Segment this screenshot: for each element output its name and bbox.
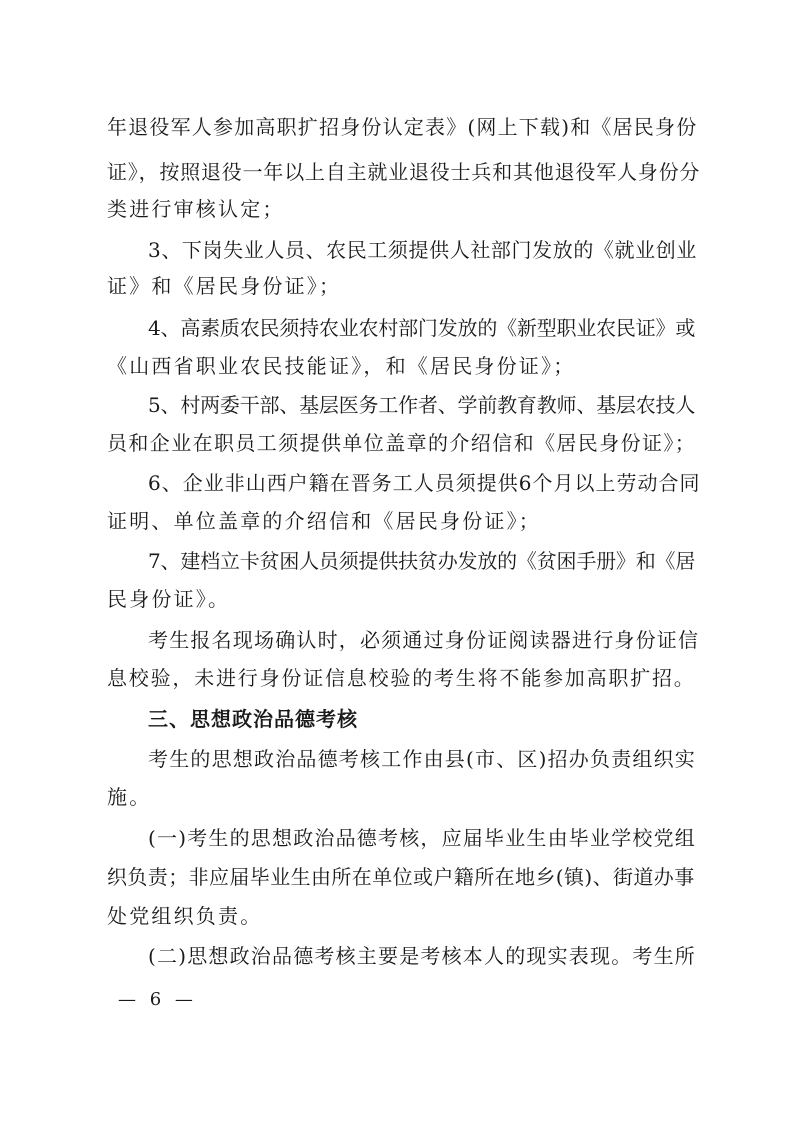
list-item-3-line: 3、下岗失业人员、农民工须提供人社部门发放的《就业创业 (148, 238, 697, 262)
body-text-line: 息校验，未进行身份证信息校验的考生将不能参加高职扩招。 (107, 666, 696, 690)
list-item-6-line: 6、企业非山西户籍在晋务工人员须提供6个月以上劳动合同 (148, 471, 701, 495)
section-heading: 三、思想政治品德考核 (148, 707, 358, 731)
page-number: — 6 — (118, 989, 197, 1010)
subsection-1-line: (一)考生的思想政治品德考核，应届毕业生由毕业学校党组 (148, 826, 697, 850)
subsection-2-line: (二)思想政治品德考核主要是考核本人的现实表现。考生所 (148, 944, 697, 968)
subsection-1-line: 织负责；非应届毕业生由所在单位或户籍所在地乡(镇)、街道办事 (107, 865, 695, 889)
body-text-line: 证》，按照退役一年以上自主就业退役士兵和其他退役军人身份分 (107, 160, 701, 184)
list-item-3-line: 证》和《居民身份证》； (107, 274, 342, 298)
body-text-line: 年退役军人参加高职扩招身份认定表》(网上下载)和《居民身份 (107, 115, 698, 139)
body-text-line: 类进行审核认定； (107, 197, 285, 221)
list-item-7-line: 7、建档立卡贫困人员须提供扶贫办发放的《贫困手册》和《居 (148, 549, 696, 573)
subsection-1-line: 处党组织负责。 (107, 904, 263, 928)
list-item-5-line: 员和企业在职员工须提供单位盖章的介绍信和《居民身份证》； (107, 431, 697, 455)
body-text-line: 考生的思想政治品德考核工作由县(市、区)招办负责组织实 (148, 747, 697, 771)
list-item-5-line: 5、村两委干部、基层医务工作者、学前教育教师、基层农技人 (148, 393, 696, 417)
body-text-line: 考生报名现场确认时，必须通过身份证阅读器进行身份证信 (148, 628, 700, 652)
list-item-7-line: 民身份证》。 (107, 587, 231, 611)
list-item-6-line: 证明、单位盖章的介绍信和《居民身份证》； (107, 509, 541, 533)
body-text-line: 施。 (107, 785, 152, 809)
list-item-4-line: 4、高素质农民须持农业农村部门发放的《新型职业农民证》或 (148, 316, 696, 340)
list-item-4-line: 《山西省职业农民技能证》，和《居民身份证》； (107, 354, 576, 378)
